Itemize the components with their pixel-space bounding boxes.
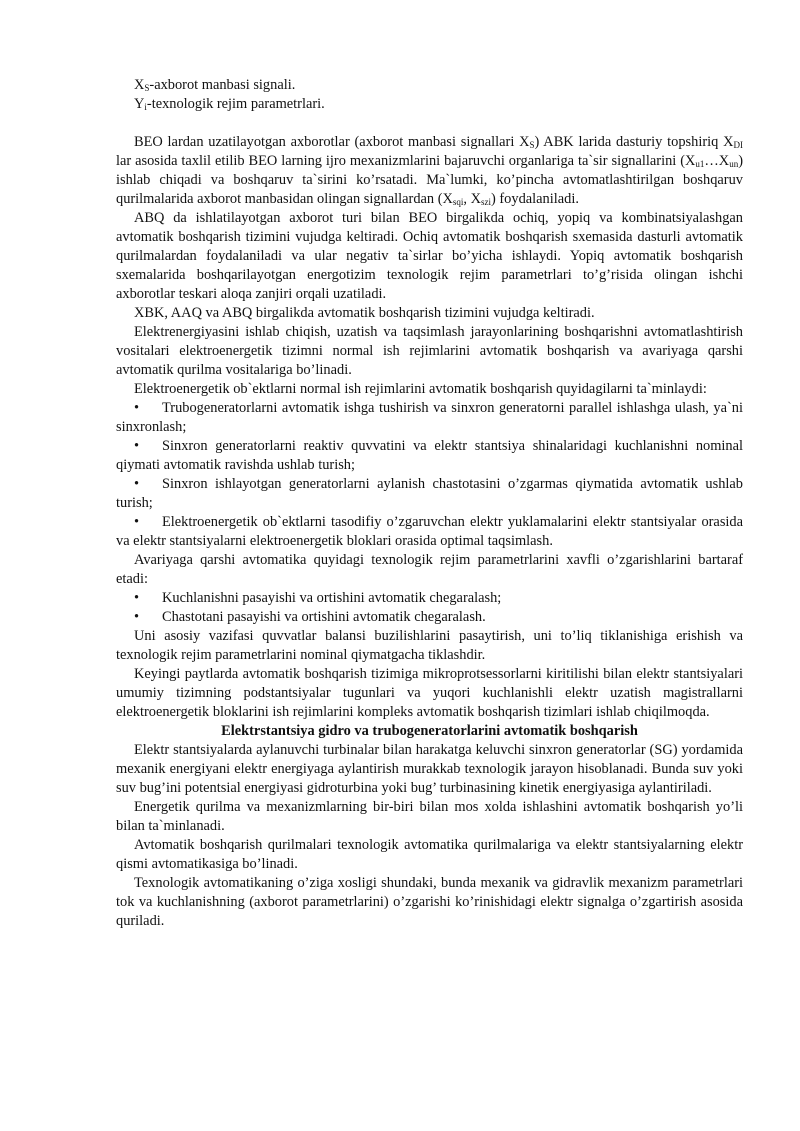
text-run: ) foydalaniladi. [491,191,579,207]
paragraph-avariya: Avariyaga qarshi avtomatika quyidagi texnologik rejim parametrlarini xavfli o’zgarishlarini bartaraf etadi: [116,552,743,587]
bullet-icon: • [134,476,140,492]
paragraph-boshqarish-qurilmalari: Avtomatik boshqarish qurilmalari texnologik avtomatika qurilmalariga va elektr stantsiyalarning elektr qismi avtomatikasiga bo’linadi. [116,837,743,872]
list-item [116,437,743,475]
list-item-text: Elektroenergetik ob`ektlarni tasodifiy o’zgaruvchan elektr yuklamalarini elektr stantsiyalar orasida va elektr stantsiyalarni elektroenergetik bloklari orasida optimal taqsimlash. [116,514,743,549]
subscript: sqi [452,197,464,207]
text-run: lar asosida taxlil etilib BEO larning ijro mexanizmlarini bajaruvchi organlariga ta`sir signallarini (X [116,153,696,169]
definition-text: -texnologik rejim parametrlari. [146,96,325,112]
paragraph-texnologik-avtomatika: Texnologik avtomatikaning o’ziga xosligi shundaki, bunda mexanik va gidravlik mexanizm parametrlari tok va kuchlanishning (axborot parametrlarini) o’zgarishi ko’rinishidagi elektr signalga o’zgartirish asosida quriladi. [116,875,743,929]
list-item-text: Trubogeneratorlarni avtomatik ishga tushirish va sinxron generatorni parallel ishlashga ulash, ya`ni sinxronlash; [116,400,743,435]
list-item [116,399,743,437]
list-item-text: Sinxron ishlayotgan generatorlarni aylanish chastotasini o’zgarmas qiymatida avtomatik ushlab turish; [116,476,743,511]
document-page [116,76,743,931]
paragraph-energetik-qurilma: Energetik qurilma va mexanizmlarning bir-biri bilan mos xolda ishlashini avtomatik boshqarish yo’li bilan ta`minlanadi. [116,799,743,834]
paragraph-mikroprotsessor: Keyingi paytlarda avtomatik boshqarish tizimiga mikroprotsessorlarni kiritilishi bilan elektr stantsiyalari umumiy tizimning podstantsiyalar tugunlari va yuqori kuchlanishli elektr uzatish magistrallarni elektroenergetik bloklarini ish rejimlarini kompleks avtomatik boshqarish tizimlari ishlab chiqilmoqda. [116,666,743,720]
list-item-text: Sinxron generatorlarni reaktiv quvvatini va elektr stantsiya shinalaridagi kuchlanishni nominal qiymati avtomatik ravishda ushlab turish; [116,438,743,473]
paragraph-vazifa: Uni asosiy vazifasi quvvatlar balansi buzilishlarini pasaytirish, uni to’liq tiklanishiga erishish va texnologik rejim parametrlarini nominal qiymatgacha tiklashdir. [116,628,743,663]
subscript: szi [481,197,491,207]
definition-xs [116,76,743,95]
subscript: un [729,159,739,169]
section-heading: Elektrstantsiya gidro va trubogeneratorlarini avtomatik boshqarish [221,723,638,739]
list-item [116,589,743,608]
text-run: ) ABK larida dasturiy topshiriq X [534,134,734,150]
text-run: …X [704,153,730,169]
symbol-y: Y [134,96,145,112]
list-item-text: Kuchlanishni pasayishi va ortishini avtomatik chegaralash; [162,590,502,606]
subscript: S [144,83,150,93]
subscript: i [144,102,147,112]
subscript: DI [733,140,743,150]
text-run: , X [463,191,481,207]
paragraph-xbk: XBK, AAQ va ABQ birgalikda avtomatik boshqarish tizimini vujudga keltiradi. [134,305,595,321]
list-item [116,608,743,627]
bullet-icon: • [134,514,140,530]
symbol-x: X [134,77,145,93]
blank-line [116,114,743,133]
list-item [116,513,743,551]
list-item [116,475,743,513]
paragraph-sinxron-generator: Elektr stantsiyalarda aylanuvchi turbinalar bilan harakatga keluvchi sinxron generatorlar (SG) yordamida mexanik energiyani elektr energiyaga aylantirish murakkab texnologik jarayon hisoblanadi. Bunda suv yoki suv bug’ini potentsial energiyasi gidroturbina yoki bug’ turbinasining kinetik energiyasiga aylantiriladi. [116,742,743,796]
definition-text: -axborot manbasi signali. [149,77,296,93]
paragraph-normal-rejim: Elektroenergetik ob`ektlarni normal ish rejimlarini avtomatik boshqarish quyidagilarni ta`minlaydi: [134,381,707,397]
bullet-icon: • [134,609,140,625]
paragraph-beo [116,133,743,209]
paragraph-abq: ABQ da ishlatilayotgan axborot turi bilan BEO birgalikda ochiq, yopiq va kombinatsiyalashgan avtomatik boshqarish tizimini vujudga keltiradi. Ochiq avtomatik boshqarish sxemasida dasturli avtomatik qurilmalardan foydalaniladi va ular negativ ta`sirlar bo’yicha ishlaydi. Yopiq avtomatik boshqarish sxemalarida boshqarilayotgan energotizim texnologik rejim parametrlari to’g’risida olingan ishchi axborotlar teskari aloqa zanjiri orqali uzatiladi. [116,210,743,302]
subscript: u1 [695,159,705,169]
subscript: S [529,140,535,150]
definition-yi [116,95,743,114]
list-item-text: Chastotani pasayishi va ortishini avtomatik chegaralash. [162,609,486,625]
bullet-icon: • [134,438,140,454]
text-run: BEO lardan uzatilayotgan axborotlar (axborot manbasi signallari X [134,134,530,150]
paragraph-elektrenergiya: Elektrenergiyasini ishlab chiqish, uzatish va taqsimlash jarayonlarining boshqarishni avtomatlashtirish vositalari elektroenergetik tizimni normal ish rejimlarini avtomatik boshqarish va avariyaga qarshi avtomatik qurilma vositalariga bo’linadi. [116,324,743,378]
bullet-icon: • [134,590,140,606]
bullet-icon: • [134,400,140,416]
text-run: ) ishlab chiqadi va boshqaruv ta`sirini ko’rsatadi. Ma`lumki, ko’pincha avtomatlashtirilgan boshqaruv qurilmalarida axborot manbasidan olingan signallardan (X [116,153,743,207]
